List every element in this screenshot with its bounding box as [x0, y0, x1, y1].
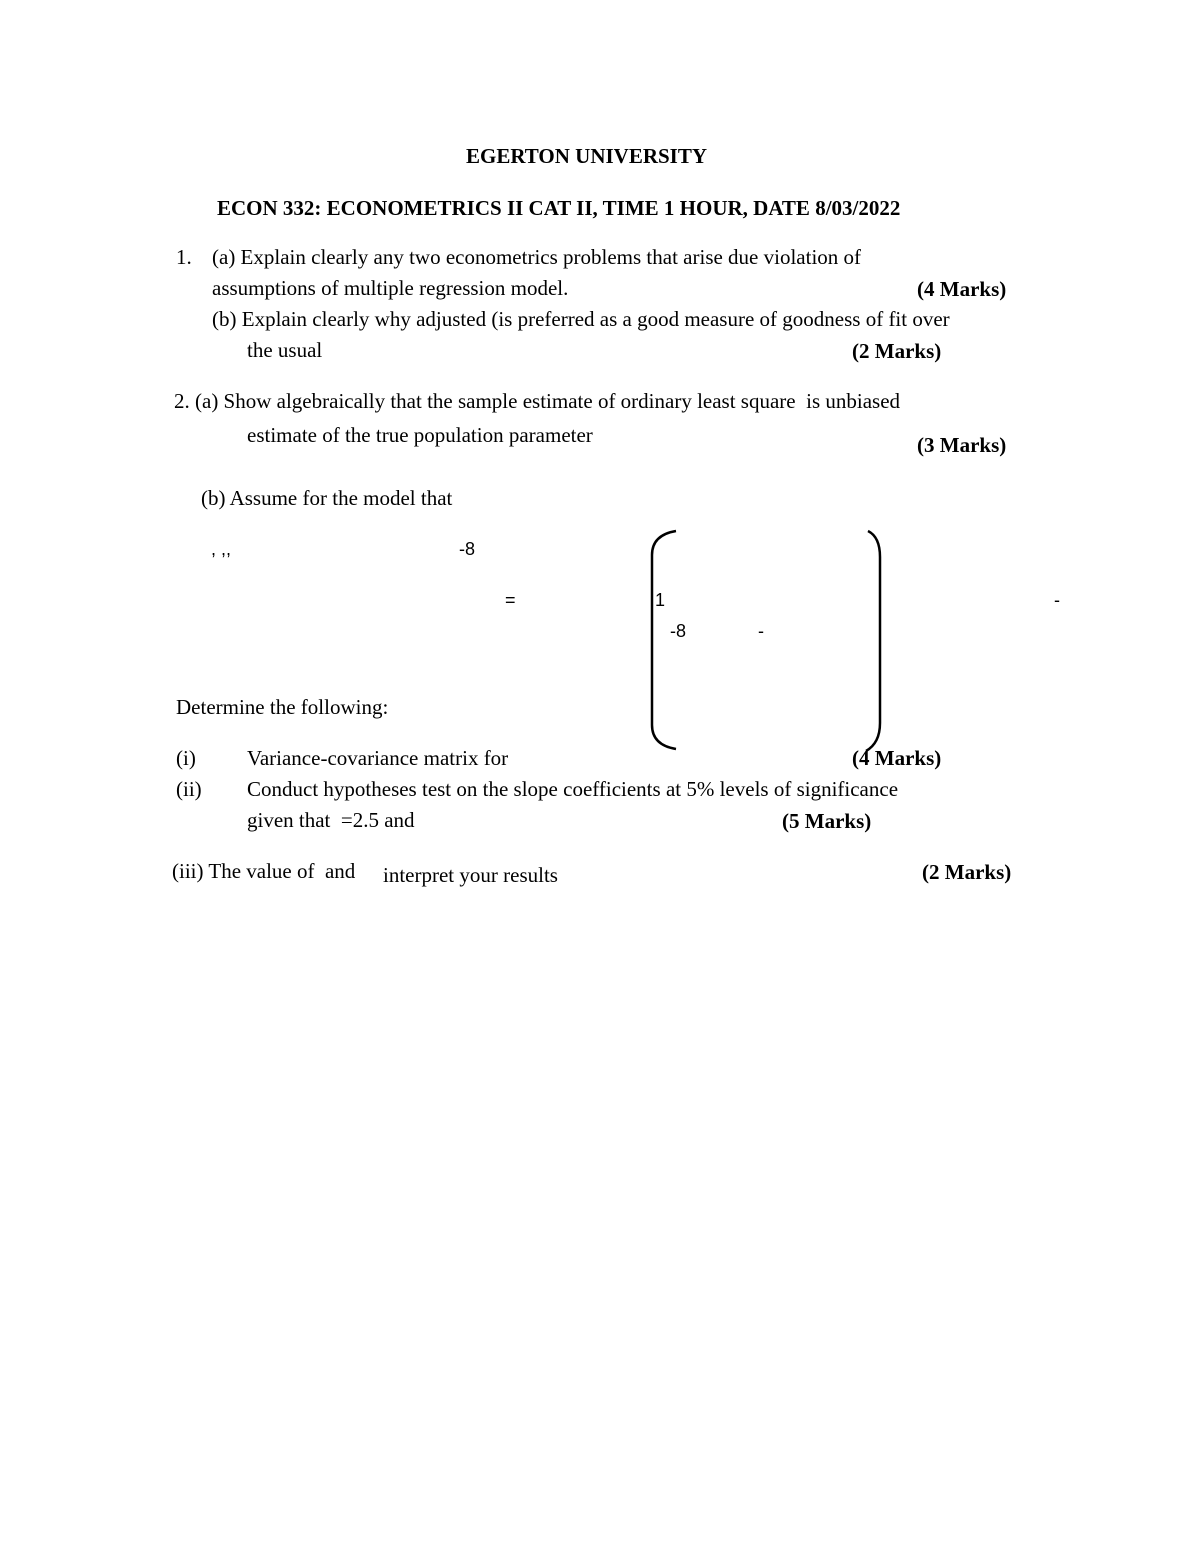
- q1-number: 1.: [176, 245, 192, 269]
- item-iii-marks: (2 Marks): [922, 860, 1012, 884]
- equals-sign: =: [505, 590, 516, 610]
- matrix-neg8: -8: [670, 621, 687, 641]
- q2a-line2: estimate of the true population parameter: [247, 423, 593, 447]
- determine-heading: Determine the following:: [176, 695, 389, 719]
- item-ii-text: Conduct hypotheses test on the slope coefficients at 5% levels of significance: [247, 777, 899, 801]
- item-ii-text2: given that =2.5 and: [247, 808, 415, 832]
- q2b-commas: , ,,: [211, 539, 232, 559]
- matrix-one: 1: [655, 590, 666, 610]
- item-iii-text2: interpret your results: [383, 863, 558, 887]
- item-ii-number: (ii): [176, 777, 202, 801]
- matrix-dash: -: [758, 621, 764, 641]
- q1a-marks: (4 Marks): [917, 277, 1007, 301]
- right-dash: -: [1054, 590, 1060, 610]
- item-i-text: Variance-covariance matrix for: [247, 746, 509, 770]
- q1b-line1: (b) Explain clearly why adjusted (is preferred as a good measure of goodness of fit over: [212, 307, 950, 331]
- q2b-value-top: -8: [459, 539, 476, 559]
- q1b-marks: (2 Marks): [852, 339, 942, 363]
- course-line: ECON 332: ECONOMETRICS II CAT II, TIME 1 HOUR, DATE 8/03/2022: [217, 196, 901, 220]
- q2b-intro: (b) Assume for the model that: [201, 486, 453, 510]
- item-iii-text: (iii) The value of and: [172, 859, 356, 883]
- right-bracket: [866, 531, 880, 751]
- university-title: EGERTON UNIVERSITY: [466, 144, 708, 168]
- q1a-line1: (a) Explain clearly any two econometrics problems that arise due violation of: [212, 245, 862, 269]
- item-i-number: (i): [176, 746, 196, 770]
- item-ii-marks: (5 Marks): [782, 809, 872, 833]
- q2a-marks: (3 Marks): [917, 433, 1007, 457]
- q1b-line2: the usual: [247, 338, 323, 362]
- q1a-line2: assumptions of multiple regression model.: [212, 276, 569, 300]
- q2a-line1: 2. (a) Show algebraically that the sample estimate of ordinary least square is unbiased: [174, 389, 901, 413]
- item-i-marks: (4 Marks): [852, 746, 942, 770]
